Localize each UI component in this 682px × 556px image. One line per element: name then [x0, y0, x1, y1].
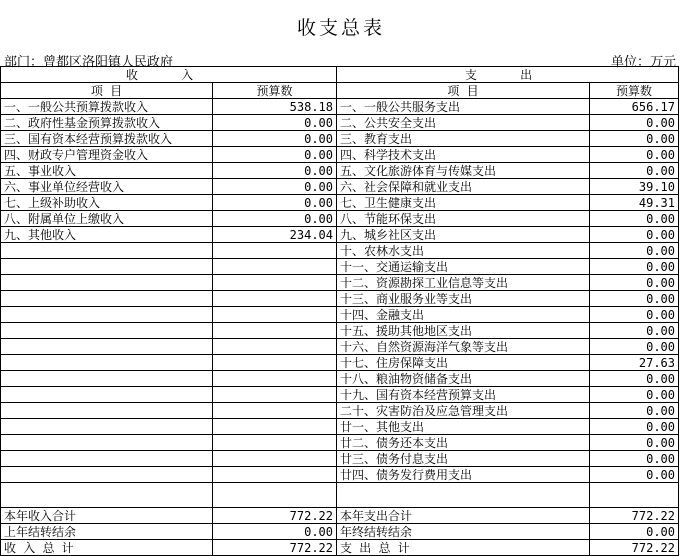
- expense-item-cell: 十三、商业服务业等支出: [337, 291, 590, 307]
- income-budget-cell: [213, 259, 337, 275]
- income-item-cell: 二、政府性基金预算拨款收入: [1, 115, 213, 131]
- expense-item-cell: 廿二、债务还本支出: [337, 435, 590, 451]
- expense-budget-cell: 0.00: [590, 467, 679, 483]
- expense-budget-cell: 0.00: [590, 307, 679, 323]
- expense-item-header: 项 目: [337, 83, 590, 99]
- expense-budget-cell: 0.00: [590, 147, 679, 163]
- table-row: [1, 467, 679, 483]
- unit-label: 单位：万元: [610, 55, 676, 70]
- expense-budget-cell: 772.22: [590, 540, 679, 556]
- expense-item-cell: 十五、援助其他地区支出: [337, 323, 590, 339]
- income-item-cell: 本年收入合计: [1, 508, 213, 524]
- expense-item-cell: 廿四、债务发行费用支出: [337, 467, 590, 483]
- income-budget-cell: [213, 291, 337, 307]
- income-item-cell: 七、上级补助收入: [1, 195, 213, 211]
- income-item-cell: [1, 339, 213, 355]
- table-row: [1, 387, 679, 403]
- table-row: [1, 540, 679, 556]
- income-item-cell: 三、国有资本经营预算拨款收入: [1, 131, 213, 147]
- expense-budget-cell: 39.10: [590, 179, 679, 195]
- table-row: [1, 243, 679, 259]
- income-budget-cell: [213, 307, 337, 323]
- income-item-cell: 五、事业收入: [1, 163, 213, 179]
- expense-budget-cell: 0.00: [590, 387, 679, 403]
- income-item-cell: [1, 419, 213, 435]
- expense-item-cell: 三、教育支出: [337, 131, 590, 147]
- income-budget-cell: 234.04: [213, 227, 337, 243]
- income-budget-cell: [213, 243, 337, 259]
- income-budget-cell: 772.22: [213, 508, 337, 524]
- table-row: [1, 508, 679, 524]
- income-budget-cell: 0.00: [213, 147, 337, 163]
- table-row: [1, 259, 679, 275]
- expense-section-header: 支 出: [337, 67, 679, 83]
- expense-item-cell: 年终结转结余: [337, 524, 590, 540]
- income-budget-cell: 0.00: [213, 195, 337, 211]
- table-row: [1, 179, 679, 195]
- table-row: [1, 419, 679, 435]
- income-item-cell: 六、事业单位经营收入: [1, 179, 213, 195]
- expense-budget-cell: 0.00: [590, 259, 679, 275]
- income-item-cell: [1, 307, 213, 323]
- table-row: [1, 339, 679, 355]
- expense-budget-cell: 0.00: [590, 275, 679, 291]
- table-row: [1, 524, 679, 540]
- table-row: [1, 163, 679, 179]
- expense-budget-cell: 0.00: [590, 131, 679, 147]
- expense-item-cell: 本年支出合计: [337, 508, 590, 524]
- expense-budget-cell: 0.00: [590, 524, 679, 540]
- income-section-header: 收 入: [1, 67, 337, 83]
- income-budget-cell: 0.00: [213, 115, 337, 131]
- income-budget-cell: [213, 419, 337, 435]
- expense-budget-cell: 656.17: [590, 99, 679, 115]
- expense-item-cell: 七、卫生健康支出: [337, 195, 590, 211]
- table-row: [1, 147, 679, 163]
- table-row: [1, 131, 679, 147]
- income-budget-cell: [213, 467, 337, 483]
- income-item-cell: [1, 467, 213, 483]
- table-row: [1, 115, 679, 131]
- income-item-cell: [1, 387, 213, 403]
- table-row: [1, 195, 679, 211]
- income-item-cell: 八、附属单位上缴收入: [1, 211, 213, 227]
- income-item-cell: 收 入 总 计: [1, 540, 213, 556]
- income-budget-header: 预算数: [213, 83, 337, 99]
- expense-budget-cell: 0.00: [590, 435, 679, 451]
- income-budget-cell: [213, 371, 337, 387]
- income-item-cell: [1, 403, 213, 419]
- expense-item-cell: 一、一般公共服务支出: [337, 99, 590, 115]
- expense-item-cell: 十一、交通运输支出: [337, 259, 590, 275]
- expense-budget-cell: 0.00: [590, 371, 679, 387]
- expense-item-cell: 支 出 总 计: [337, 540, 590, 556]
- expense-item-cell: 八、节能环保支出: [337, 211, 590, 227]
- expense-item-cell: 九、城乡社区支出: [337, 227, 590, 243]
- expense-item-cell: 六、社会保障和就业支出: [337, 179, 590, 195]
- income-budget-cell: 772.22: [213, 540, 337, 556]
- income-budget-cell: [213, 339, 337, 355]
- income-item-cell: [1, 243, 213, 259]
- income-budget-cell: [213, 355, 337, 371]
- expense-item-cell: 四、科学技术支出: [337, 147, 590, 163]
- blank-cell: [590, 483, 679, 508]
- blank-cell: [1, 483, 213, 508]
- expense-budget-cell: 0.00: [590, 227, 679, 243]
- table-row: [1, 451, 679, 467]
- expense-budget-cell: 0.00: [590, 419, 679, 435]
- expense-item-cell: 十七、住房保障支出: [337, 355, 590, 371]
- expense-item-cell: 十、农林水支出: [337, 243, 590, 259]
- income-budget-cell: 0.00: [213, 131, 337, 147]
- expense-item-cell: 廿三、债务付息支出: [337, 451, 590, 467]
- income-budget-cell: [213, 275, 337, 291]
- expense-budget-header: 预算数: [590, 83, 679, 99]
- expense-budget-cell: 0.00: [590, 339, 679, 355]
- table-row: [1, 435, 679, 451]
- table-row: [1, 291, 679, 307]
- blank-cell: [337, 483, 590, 508]
- expense-budget-cell: 0.00: [590, 291, 679, 307]
- income-item-cell: [1, 323, 213, 339]
- table-row: [1, 99, 679, 115]
- budget-table: [0, 66, 679, 556]
- income-item-cell: [1, 371, 213, 387]
- income-item-cell: 四、财政专户管理资金收入: [1, 147, 213, 163]
- income-item-cell: [1, 291, 213, 307]
- table-row: [1, 371, 679, 387]
- expense-budget-cell: 0.00: [590, 243, 679, 259]
- table-row: [1, 211, 679, 227]
- expense-budget-cell: 49.31: [590, 195, 679, 211]
- expense-budget-cell: 27.63: [590, 355, 679, 371]
- income-budget-cell: 538.18: [213, 99, 337, 115]
- expense-item-cell: 十八、粮油物资储备支出: [337, 371, 590, 387]
- expense-item-cell: 二、公共安全支出: [337, 115, 590, 131]
- expense-budget-cell: 0.00: [590, 115, 679, 131]
- expense-item-cell: 十二、资源勘探工业信息等支出: [337, 275, 590, 291]
- expense-item-cell: 二十、灾害防治及应急管理支出: [337, 403, 590, 419]
- expense-budget-cell: 0.00: [590, 403, 679, 419]
- expense-item-cell: 廿一、其他支出: [337, 419, 590, 435]
- income-budget-cell: [213, 403, 337, 419]
- table-row: [1, 355, 679, 371]
- income-budget-cell: 0.00: [213, 211, 337, 227]
- table-row: [1, 275, 679, 291]
- table-row: [1, 307, 679, 323]
- income-budget-cell: 0.00: [213, 179, 337, 195]
- income-item-cell: 一、一般公共预算拨款收入: [1, 99, 213, 115]
- page-title: 收支总表: [296, 17, 385, 39]
- section-header-row: [1, 67, 679, 83]
- column-header-row: [1, 83, 679, 99]
- income-item-cell: [1, 259, 213, 275]
- expense-item-cell: 十四、金融支出: [337, 307, 590, 323]
- income-item-header: 项 目: [1, 83, 213, 99]
- expense-budget-cell: 0.00: [590, 451, 679, 467]
- income-budget-cell: 0.00: [213, 524, 337, 540]
- expense-budget-cell: 772.22: [590, 508, 679, 524]
- income-item-cell: 上年结转结余: [1, 524, 213, 540]
- income-budget-cell: [213, 451, 337, 467]
- department-label: 部门：曾都区洛阳镇人民政府: [4, 55, 174, 70]
- table-row: [1, 227, 679, 243]
- expense-budget-cell: 0.00: [590, 211, 679, 227]
- table-row: [1, 403, 679, 419]
- income-item-cell: 九、其他收入: [1, 227, 213, 243]
- income-item-cell: [1, 355, 213, 371]
- income-budget-cell: 0.00: [213, 163, 337, 179]
- income-budget-cell: [213, 387, 337, 403]
- expense-item-cell: 十九、国有资本经营预算支出: [337, 387, 590, 403]
- expense-budget-cell: 0.00: [590, 163, 679, 179]
- income-item-cell: [1, 275, 213, 291]
- blank-cell: [213, 483, 337, 508]
- expense-item-cell: 五、文化旅游体育与传媒支出: [337, 163, 590, 179]
- expense-item-cell: 十六、自然资源海洋气象等支出: [337, 339, 590, 355]
- income-item-cell: [1, 451, 213, 467]
- income-budget-cell: [213, 323, 337, 339]
- income-item-cell: [1, 435, 213, 451]
- blank-row: [1, 483, 679, 508]
- expense-budget-cell: 0.00: [590, 323, 679, 339]
- income-budget-cell: [213, 435, 337, 451]
- table-row: [1, 323, 679, 339]
